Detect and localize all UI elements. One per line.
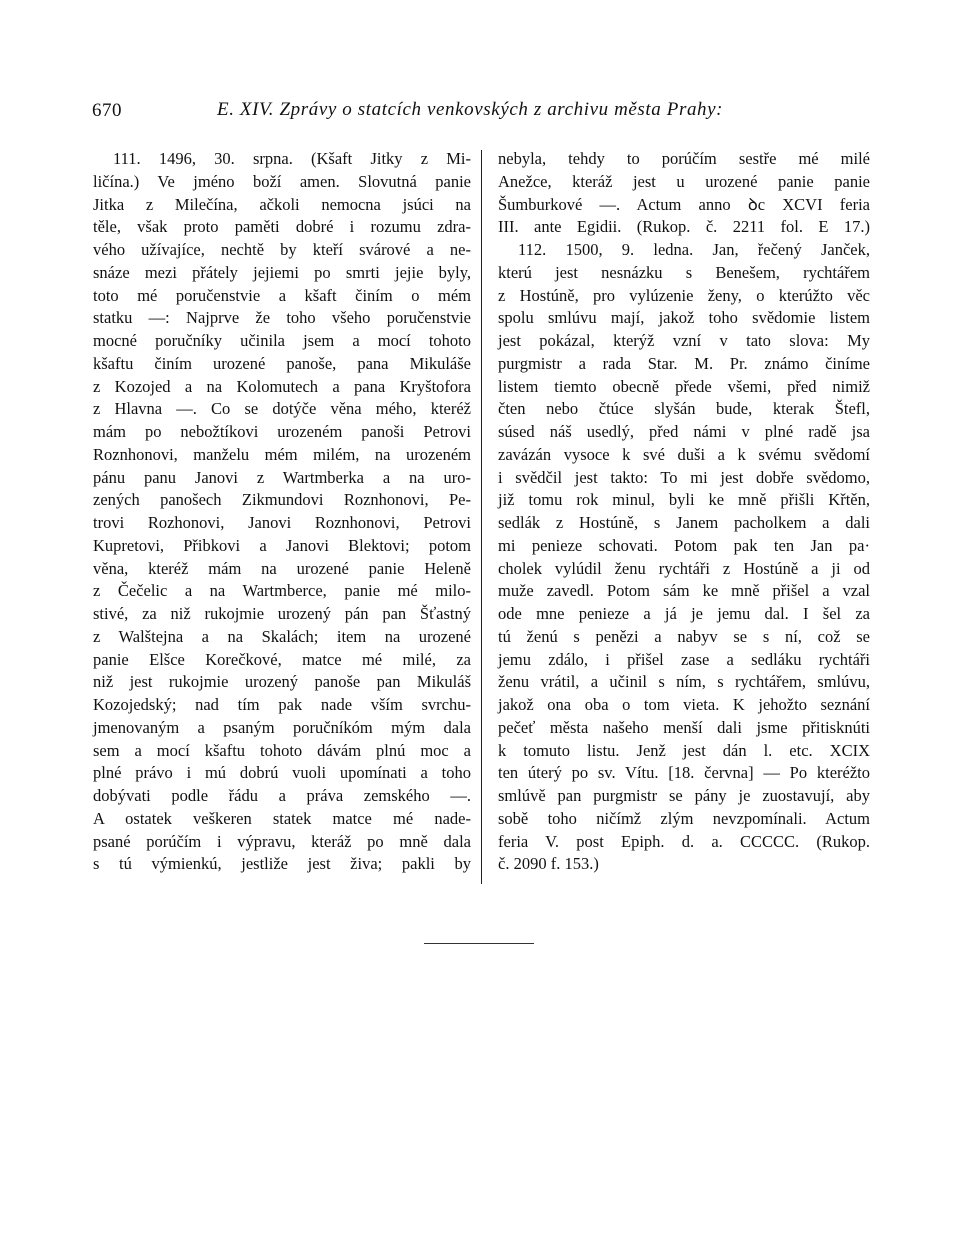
right-column [498, 148, 870, 876]
text-line: jmenovaným a psaným poručníkóm mým dala [93, 717, 471, 737]
text-line: súsed náš usedlý, před námi v plné radě jsa [498, 422, 870, 441]
text-line: jemu zdálo, i přišel zase a sedláku rychtáři [498, 649, 870, 669]
text-line: ličína.) Ve jméno boží amen. Slovutná panie [93, 171, 471, 191]
text-line: ten úterý po sv. Vítu. [18. června] — Po kteréžto [498, 763, 870, 783]
text-line: z Hlavna —. Co se dotýče věna mého, kteréž [93, 399, 471, 419]
text-line: z Hostúně, pro vylúzenie ženy, o kterúžto věc [498, 285, 870, 305]
text-line: ženu vrátil, a učinil s ním, s rychtářem, smlúvu, [498, 672, 870, 692]
text-line: spolu smlúvu mají, jakož toho svědomie listem [498, 308, 870, 328]
text-line: tú ženú s penězi a nabyv se s ní, což se [498, 626, 870, 646]
text-line: sedlák z Hostúně, s Janem pacholkem a dali [498, 513, 870, 532]
text-line: toto mé poručenstvie a kšaft činím o mém [93, 285, 471, 305]
text-line: k tomuto listu. Jenž jest dán l. etc. XCIX [498, 740, 870, 760]
text-line: čten nebo čtúce slyšán bude, kterak Štefl, [498, 399, 870, 419]
text-line: jakož ona oba o tom vieta. K jehožto seznání [498, 695, 870, 714]
text-line: cholek vylúdil ženu rychtáři z Hostúně a ji od [498, 558, 870, 578]
text-line: niž jest rukojmie urozený panoše pan Mikuláš [93, 672, 471, 692]
text-line: mi penieze schovati. Potom pak ten Jan pa· [498, 535, 870, 555]
text-line: mám po nebožtíkovi urozeném panoši Petrovi [93, 422, 471, 441]
text-line: již tomu rok minul, byli ke mně přišli Křtěn, [498, 490, 870, 510]
text-line: trovi Rozhonovi, Janovi Roznhonovi, Petrovi [93, 513, 471, 532]
text-line: vého užívajíce, nechtě by kteří svárové a ne- [93, 240, 471, 259]
text-line: i svědčil jest takto: To mi jest dobře svědomo, [498, 467, 870, 487]
text-line: Jitka z Milečína, ačkoli nemocna jsúci na [93, 194, 471, 214]
text-line: stivé, za niž rukojmie urozený pán pan Šťastný [93, 604, 471, 623]
text-line: purgmistr a rada Star. M. Pr. známo činíme [498, 353, 870, 373]
text-line: Kupretovi, Přibkovi a Janovi Blektovi; potom [93, 535, 471, 555]
text-line: muže zavedl. Potom sám ke mně přišel a vzal [498, 581, 870, 601]
text-line: A ostatek veškeren statek matce mé nade- [93, 808, 471, 828]
text-line: smlúvě pan purgmistr se pány je zuostavují, aby [498, 786, 870, 805]
text-line: psané porúčím i výpravu, kteráž po mně dala [93, 831, 471, 851]
text-line: Roznhonovi, manželu mém milém, na urozeném [93, 444, 471, 464]
text-line: 112. 1500, 9. ledna. Jan, řečený Janček, [518, 240, 870, 259]
column-divider [481, 150, 482, 884]
running-head: E. XIV. Zprávy o statcích venkovských z archivu města Prahy: [217, 99, 724, 120]
text-line: věna, kteréž mám na urozené panie Heleně [93, 558, 471, 578]
text-line: z Walštejna a na Skalách; item na urozené [93, 626, 471, 646]
text-line: Anežce, kteráž jest u urozené panie panie [498, 171, 870, 191]
text-line: těle, však proto paměti dobré i rozumu zdra- [93, 217, 471, 237]
text-line: Kozojedský; nad tím pak nade vším svrchu- [93, 695, 471, 714]
text-line: ode mne penieze a já je jemu dal. I šel za [498, 604, 870, 623]
text-line: Šumburkové —. Actum anno ꝺc XCVI feria [498, 194, 870, 214]
text-line: č. 2090 f. 153.) [498, 854, 599, 874]
text-line: z Čečelic a na Wartmberce, panie mé milo- [93, 581, 471, 601]
text-line: sobě toho ničímž zlým nevzpomínali. Actum [498, 808, 870, 828]
text-line: zavázán vysoce k své duši a k svému svědomí [498, 444, 870, 464]
text-line: statku —: Najprve že toho všeho poručenstvie [93, 308, 471, 328]
text-line: s tú výmienkú, jestliže jest živa; pakli by [93, 854, 471, 874]
text-line: pánu panu Janovi z Wartmberka a na uro- [93, 467, 471, 487]
text-line: sem a mocí kšaftu tohoto dávám plnú moc a [93, 740, 471, 760]
page-number: 670 [92, 100, 122, 121]
text-line: kšaftu činím urozené panoše, pana Mikuláše [93, 353, 471, 373]
text-line: listem tiemto obecně přede všemi, před nimiž [498, 376, 870, 396]
text-line: z Kozojed a na Kolomutech a pana Kryštofora [93, 376, 471, 396]
text-line: mocné poručníky učinila jsem a mocí tohoto [93, 331, 471, 350]
text-line: kterú jest nesnázku s Benešem, rychtářem [498, 262, 870, 282]
text-line: pečeť města našeho menší dali jsme přitisknúti [498, 717, 870, 737]
text-line: dobývati podle řádu a práva zemského —. [93, 786, 471, 805]
text-line: jest pokázal, kterýž vzní v tato slova: My [498, 331, 870, 350]
text-line: nebyla, tehdy to porúčím sestře mé milé [498, 149, 870, 168]
left-column [93, 148, 471, 876]
text-line: zených panošech Zikmundovi Roznhonovi, Pe- [93, 490, 471, 510]
text-line: 111. 1496, 30. srpna. (Kšaft Jitky z Mi- [113, 149, 471, 168]
text-line: feria V. post Epiph. d. a. CCCCC. (Rukop. [498, 831, 870, 851]
end-rule [424, 943, 534, 944]
text-line: snáze mezi přátely jejiemi po smrti jejie byly, [93, 262, 471, 282]
text-line: panie Elšce Korečkové, matce mé milé, za [93, 649, 471, 669]
text-line: III. ante Egidii. (Rukop. č. 2211 fol. E 17.) [498, 217, 870, 237]
text-line: plné právo i mú dobrú vuoli upomínati a toho [93, 763, 471, 783]
